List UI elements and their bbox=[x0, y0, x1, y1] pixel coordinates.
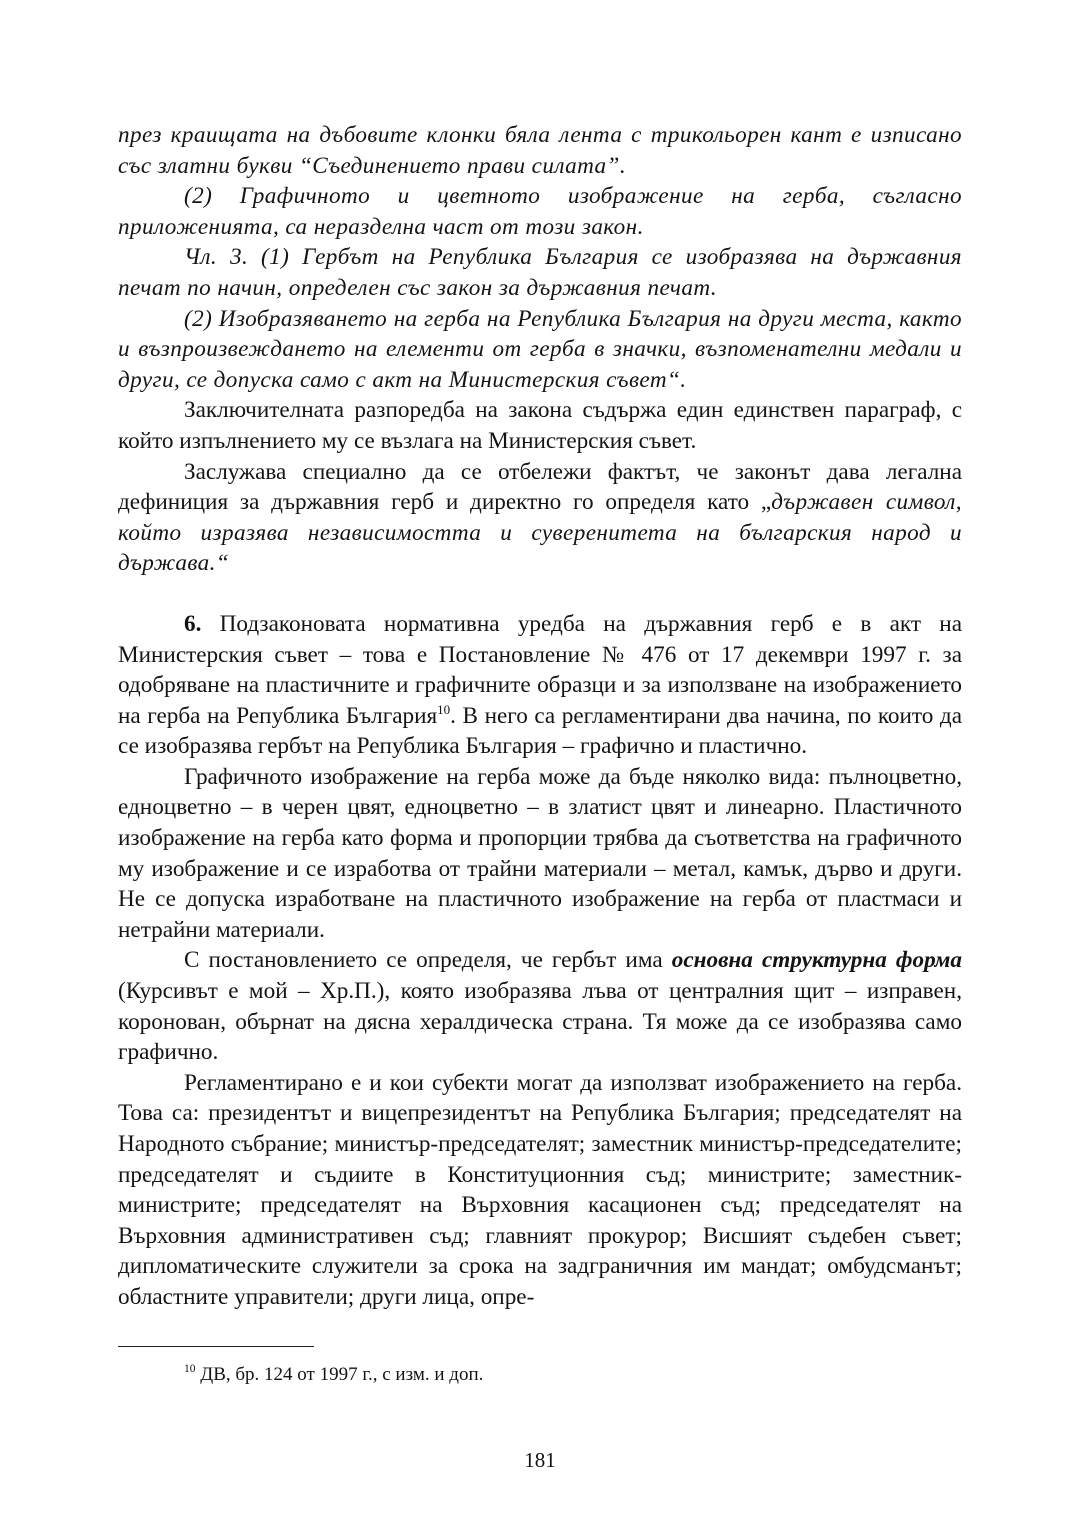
section-gap bbox=[118, 579, 962, 609]
section-number: 6. bbox=[184, 610, 202, 637]
paragraph-6-text: Заслужава специално да се отбележи фактът, че законът дава легална дефиниция за държавния герб и директно го определя като „ bbox=[118, 458, 962, 516]
paragraph-3: Чл. 3. (1) Гербът на Република България се изобразява на държавния печат по начин, определен със закон за държавния печат. bbox=[118, 244, 962, 301]
paragraph-9-text-a: С постановлението се определя, че гербът има bbox=[184, 947, 672, 974]
paragraph-9-text-b: (Курсивът е мой – Хр.П.), която изобразява лъва от централния щит – изправен, коронован, обърнат на дясна хералдическа страна. Тя може да се изобразява само графично. bbox=[118, 978, 962, 1066]
paragraph-7 bbox=[118, 609, 962, 762]
footnote bbox=[184, 1364, 483, 1386]
paragraph-2: (2) Графичното и цветното изображение на герба, съгласно приложенията, са неразделна част от този закон. bbox=[118, 183, 962, 240]
paragraph-6 bbox=[118, 457, 962, 579]
footnote-number: 10 bbox=[184, 1363, 196, 1375]
footnote-reference[interactable]: 10 bbox=[437, 701, 451, 717]
paragraph-10: Регламентирано е и кои субекти могат да използват изображението на герба. Това са: президентът и вицепрезидентът на Република България; председателят на Народното събрание; министър-председателят; заместник министър-председателите; председателят и съдиите в Конституционния съд; министрите; заместник-министрите; председателят на Върховния касационен съд; председателят на Върховния административен съд; главният прокурор; Висшият съдебен съвет; дипломатическите служители за срока на задграничния им мандат; омбудсманът; областните управители; други лица, опре- bbox=[118, 1069, 962, 1310]
footnote-text: ДВ, бр. 124 от 1997 г., с изм. и доп. bbox=[195, 1364, 484, 1385]
page-body bbox=[118, 120, 962, 1313]
paragraph-9 bbox=[118, 945, 962, 1067]
page-number: 181 bbox=[524, 1448, 556, 1472]
paragraph-8: Графичното изображение на герба може да бъде няколко вида: пълноцветно, едноцветно – в черен цвят, едноцветно – в златист цвят и линеарно. Пластичното изображение на герба като форма и пропорции трябва да съответства на графичното му изображение и се изработва от трайни материали – метал, камък, дърво и други. Не се допуска изработване на пластичното изображение на герба от пластмаси и нетрайни материали. bbox=[118, 763, 962, 943]
footnote-separator bbox=[118, 1346, 314, 1347]
paragraph-4: (2) Изобразяването на герба на Република България на други места, както и възпроизвеждането на елементи от герба в значки, възпоменателни медали и други, се допуска само с акт на Министерския съвет“. bbox=[118, 305, 962, 393]
paragraph-6-definition: държавен символ, който изразява независимостта и суверенитета на българския народ и държава.“ bbox=[118, 489, 962, 577]
paragraph-7-text-a: Подзаконовата нормативна уредба на държавния герб е в акт на Министерския съвет – това е Постановление № 476 от 17 декември 1997 г. за одобряване на пластичните и графичните образци и за използване на изображението на герба на Република България bbox=[118, 610, 962, 729]
paragraph-5: Заключителната разпоредба на закона съдържа един единствен параграф, с който изпълнението му се възлага на Министерския съвет. bbox=[118, 397, 962, 454]
paragraph-1: през краищата на дъбовите клонки бяла лента с трикольорен кант е изписано със златни букви “Съединението прави силата”. bbox=[118, 122, 962, 179]
paragraph-7-text-b: . В него са регламентирани два начина, по които да се изобразява гербът на Република България – графично и пластично. bbox=[118, 702, 962, 760]
emphasized-term: основна структурна форма bbox=[671, 947, 962, 974]
